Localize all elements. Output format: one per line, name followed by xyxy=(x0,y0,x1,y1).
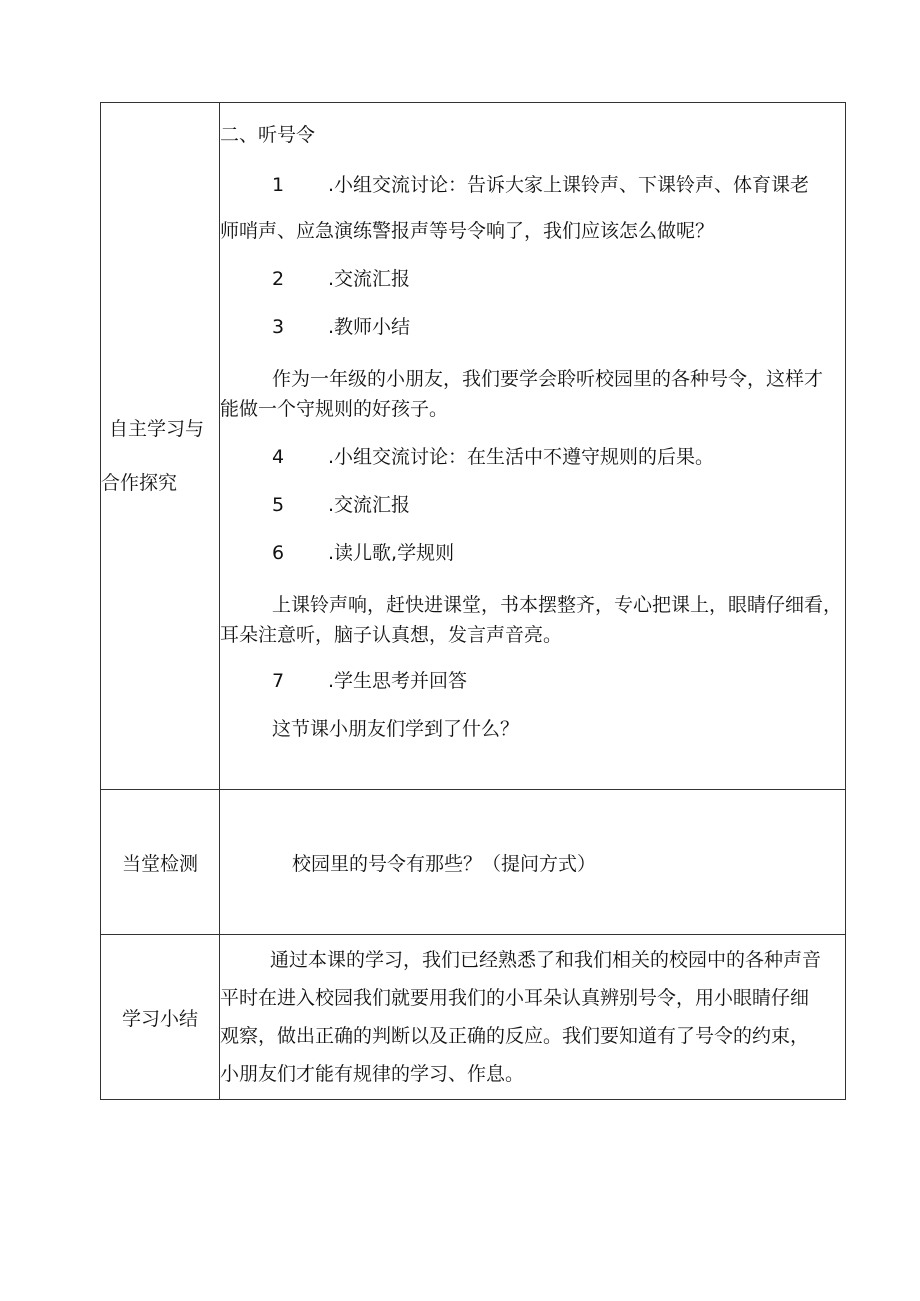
row-label-cell xyxy=(101,103,220,790)
item-text-continued: 师哨声、应急演练警报声等号令响了，我们应该怎么做呢？ xyxy=(220,220,715,242)
paragraph-line: 作为一年级的小朋友，我们要学会聆听校园里的各种号令，这样才 xyxy=(272,368,824,390)
table-row xyxy=(101,935,846,1100)
list-item xyxy=(272,669,467,693)
row-label-line: 自主学习与 xyxy=(109,418,205,440)
list-item xyxy=(272,267,410,291)
item-number: 2 xyxy=(272,268,285,290)
row-label: 学习小结 xyxy=(121,1007,198,1030)
item-text: .交流汇报 xyxy=(328,268,411,290)
content-cell xyxy=(220,790,846,935)
paragraph-line: 上课铃声响，赶快进课堂，书本摆整齐，专心把课上，眼睛仔细看， xyxy=(272,594,843,616)
list-item xyxy=(272,315,410,339)
summary-line: 小朋友们才能有规律的学习、作息。 xyxy=(220,1063,525,1085)
row-label-line: 合作探究 xyxy=(101,472,178,494)
lesson-plan-table xyxy=(100,102,846,1100)
table-row xyxy=(101,790,846,935)
item-text: .读儿歌,学规则 xyxy=(328,542,455,564)
paragraph-line: 能做一个守规则的好孩子。 xyxy=(220,398,449,420)
content-cell xyxy=(220,103,846,790)
item-number: 6 xyxy=(272,542,285,564)
item-number: 5 xyxy=(272,494,285,516)
item-number: 3 xyxy=(272,316,285,338)
list-item xyxy=(272,541,454,565)
item-number: 7 xyxy=(272,670,285,692)
item-text: .小组交流讨论：告诉大家上课铃声、下课铃声、体育课老 xyxy=(328,174,810,196)
summary-line: 观察，做出正确的判断以及正确的反应。我们要知道有了号令的约束， xyxy=(220,1025,810,1047)
check-question: 校园里的号令有那些？（提问方式） xyxy=(292,852,597,875)
item-text: .学生思考并回答 xyxy=(328,670,468,692)
item-number: 1 xyxy=(272,174,285,196)
row-label: 当堂检测 xyxy=(121,852,198,875)
item-text: .教师小结 xyxy=(328,316,411,338)
row-label-cell xyxy=(101,790,220,935)
paragraph-line: 耳朵注意听，脑子认真想，发言声音亮。 xyxy=(220,624,563,646)
list-item xyxy=(272,493,410,517)
item-number: 4 xyxy=(272,446,285,468)
list-item xyxy=(272,173,809,197)
summary-line: 平时在进入校园我们就要用我们的小耳朵认真辨别号令，用小眼睛仔细 xyxy=(220,987,810,1009)
row-label-cell xyxy=(101,935,220,1100)
item-text: .交流汇报 xyxy=(328,494,411,516)
question-text: 这节课小朋友们学到了什么？ xyxy=(272,718,520,740)
table-row xyxy=(101,103,846,790)
item-text: .小组交流讨论：在生活中不遵守规则的后果。 xyxy=(328,446,715,468)
list-item xyxy=(272,445,714,469)
content-cell xyxy=(220,935,846,1100)
summary-line: 通过本课的学习，我们已经熟悉了和我们相关的校园中的各种声音 xyxy=(270,949,822,971)
section-heading: 二、听号令 xyxy=(220,124,316,146)
